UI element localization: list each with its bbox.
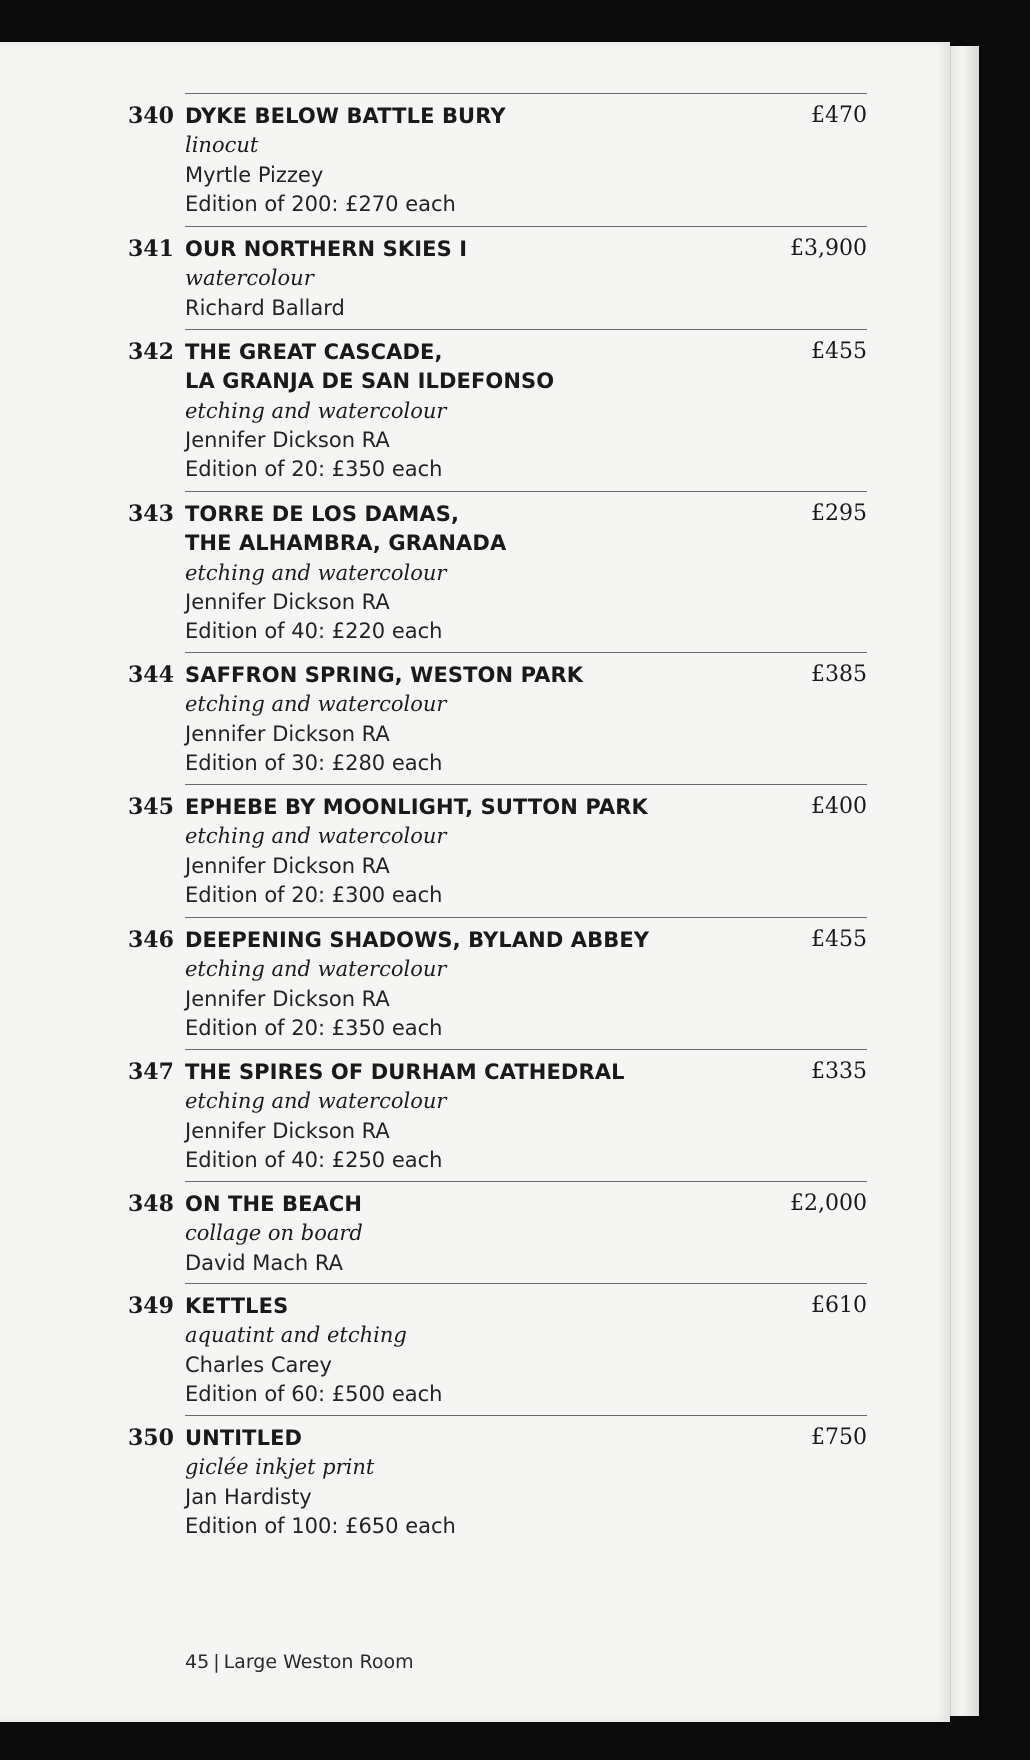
entry-number: 342 [128, 339, 174, 365]
entry-medium: watercolour [185, 266, 314, 291]
entry-price: £295 [811, 501, 867, 526]
entry-edition: Edition of 30: £280 each [185, 750, 443, 775]
entry-artist: Jennifer Dickson RA [185, 986, 390, 1011]
entry-price: £610 [811, 1293, 867, 1318]
entry-artist: Jennifer Dickson RA [185, 589, 390, 614]
entry-title: DYKE BELOW BATTLE BURY [185, 104, 506, 128]
entry-edition: Edition of 60: £500 each [185, 1381, 443, 1406]
entry-number: 340 [128, 103, 174, 129]
entry-price: £335 [811, 1059, 867, 1084]
entry-details [185, 102, 745, 219]
entry-divider [185, 784, 867, 785]
entry-price: £455 [811, 927, 867, 952]
entry-number: 341 [128, 236, 174, 262]
entry-title: ON THE BEACH [185, 1192, 363, 1216]
page-edge [950, 46, 979, 1716]
entry-details [185, 661, 745, 778]
entry-title: THE SPIRES OF DURHAM CATHEDRAL [185, 1060, 625, 1084]
page-number: 45 [185, 1651, 210, 1673]
entry-price: £455 [811, 339, 867, 364]
entry-edition: Edition of 200: £270 each [185, 191, 456, 216]
entry-details [185, 926, 745, 1043]
entry-medium: etching and watercolour [185, 957, 447, 982]
entry-price: £400 [811, 794, 867, 819]
entry-divider [185, 1283, 867, 1284]
entry-number: 346 [128, 927, 174, 953]
entry-medium: collage on board [185, 1221, 363, 1246]
entry-divider [185, 652, 867, 653]
entry-edition: Edition of 20: £300 each [185, 882, 443, 907]
entry-price: £2,000 [790, 1191, 867, 1216]
entry-details [185, 338, 745, 484]
entry-details [185, 793, 745, 910]
entry-artist: Jennifer Dickson RA [185, 427, 390, 452]
entry-medium: etching and watercolour [185, 560, 447, 585]
entry-divider [185, 329, 867, 330]
entry-artist: Richard Ballard [185, 295, 345, 320]
entry-divider [185, 917, 867, 918]
entry-number: 348 [128, 1191, 174, 1217]
entry-divider [185, 226, 867, 227]
entry-title: SAFFRON SPRING, WESTON PARK [185, 663, 584, 687]
room-name: Large Weston Room [223, 1651, 414, 1673]
entry-edition: Edition of 40: £220 each [185, 619, 443, 644]
entry-title: THE ALHAMBRA, GRANADA [185, 531, 507, 556]
entry-artist: Jennifer Dickson RA [185, 721, 390, 746]
entry-edition: Edition of 20: £350 each [185, 457, 443, 482]
entry-title: THE GREAT CASCADE, [185, 340, 443, 364]
entry-details [185, 1292, 745, 1409]
entry-medium: etching and watercolour [185, 398, 447, 423]
entry-price: £3,900 [790, 236, 867, 261]
entry-number: 344 [128, 662, 174, 688]
entry-details [185, 1058, 745, 1175]
entry-number: 343 [128, 501, 174, 527]
entry-details [185, 1424, 745, 1541]
entry-medium: etching and watercolour [185, 1089, 447, 1114]
entry-title: EPHEBE BY MOONLIGHT, SUTTON PARK [185, 795, 648, 819]
entry-medium: aquatint and etching [185, 1323, 407, 1348]
entry-divider [185, 1049, 867, 1050]
entry-medium: etching and watercolour [185, 824, 447, 849]
entry-artist: Jennifer Dickson RA [185, 853, 390, 878]
entry-details [185, 500, 745, 646]
entry-artist: Jennifer Dickson RA [185, 1118, 390, 1143]
entry-title: KETTLES [185, 1294, 289, 1318]
entry-edition: Edition of 100: £650 each [185, 1513, 456, 1538]
entry-divider [185, 93, 867, 94]
entry-artist: Myrtle Pizzey [185, 162, 324, 187]
entry-title: DEEPENING SHADOWS, BYLAND ABBEY [185, 928, 650, 952]
entry-divider [185, 1415, 867, 1416]
entry-divider [185, 491, 867, 492]
entry-title: LA GRANJA DE SAN ILDEFONSO [185, 369, 555, 394]
entry-price: £750 [811, 1425, 867, 1450]
entry-edition: Edition of 20: £350 each [185, 1015, 443, 1040]
entry-medium: giclée inkjet print [185, 1455, 375, 1480]
entry-title: UNTITLED [185, 1426, 303, 1450]
entry-number: 345 [128, 794, 174, 820]
entry-details [185, 235, 745, 323]
entry-artist: Charles Carey [185, 1352, 332, 1377]
entry-price: £385 [811, 662, 867, 687]
entry-title: TORRE DE LOS DAMAS, [185, 502, 460, 526]
entry-edition: Edition of 40: £250 each [185, 1147, 443, 1172]
entry-artist: David Mach RA [185, 1250, 343, 1275]
entry-artist: Jan Hardisty [185, 1484, 312, 1509]
entry-details [185, 1190, 745, 1278]
entry-title: OUR NORTHERN SKIES I [185, 237, 468, 261]
entry-number: 350 [128, 1425, 174, 1451]
entry-divider [185, 1181, 867, 1182]
entry-number: 347 [128, 1059, 174, 1085]
footer-separator: | [213, 1651, 220, 1673]
entry-price: £470 [811, 103, 867, 128]
entry-number: 349 [128, 1293, 174, 1319]
entry-medium: etching and watercolour [185, 692, 447, 717]
entry-medium: linocut [185, 133, 259, 158]
page-footer [185, 1651, 414, 1673]
